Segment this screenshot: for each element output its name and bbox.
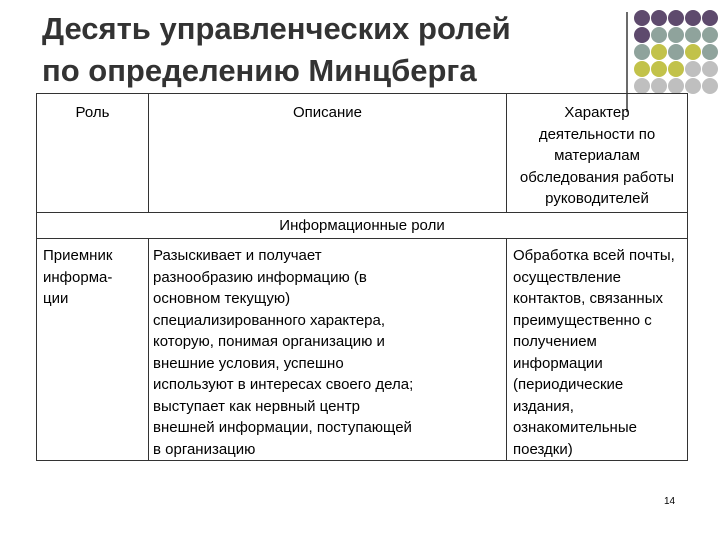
page-number: 14 [664,496,676,507]
text-line: которую, понимая организацию и [153,333,385,350]
text-line: ции [43,290,69,307]
header-character-cell [507,94,687,212]
decor-dot [685,44,701,60]
header-description: Описание [292,104,363,121]
text-line: преимущественно с [513,311,652,329]
decor-dot [702,10,718,26]
row-description [153,245,498,460]
row-character-cell [507,239,687,460]
roles-table [36,93,688,461]
text-line: внешней информации, поступающей [153,419,412,436]
decor-dot [651,78,667,94]
text-line: осуществление [513,268,621,286]
row-character [513,245,677,460]
decor-dot [668,44,684,60]
text-line: выступает как нервный центр [153,397,360,415]
text-line: деятельности по [538,125,656,143]
decor-dot [668,61,684,77]
text-line: материалам [554,147,640,164]
text-line: издания, [513,397,574,415]
row-role [43,245,144,310]
text-line: специализированного характера, [153,311,386,329]
text-line: обследования работы [519,168,675,186]
decor-dot [702,44,718,60]
decor-dot [702,27,718,43]
text-line: разнообразию информацию (в [153,268,367,286]
decor-dot [651,61,667,77]
text-line: поездки) [513,440,573,458]
text-line: Обработка всей почты, [513,247,675,264]
decor-dot [634,78,650,94]
decor-dot [668,10,684,26]
decor-dot [634,44,650,60]
text-line: основном текущую) [153,290,291,307]
decor-dot [702,61,718,77]
decor-dot [702,78,718,94]
text-line: Разыскивает и получает [153,247,322,264]
section-row [37,212,687,239]
text-line: Приемник [43,247,113,264]
text-line: контактов, связанных [513,290,663,307]
decor-dot [651,44,667,60]
slide-title [42,8,602,92]
text-line: внешние условия, успешно [153,354,344,372]
decor-dot [668,78,684,94]
row-description-cell [149,239,507,460]
header-description-cell [149,94,507,212]
slide-title-line-1: Десять управленческих ролей [42,11,511,46]
header-role: Роль [75,104,110,121]
decor-dot [651,27,667,43]
text-line: получением [513,333,597,350]
text-line: (периодические [513,376,624,393]
decor-dot [685,61,701,77]
text-line: используют в интересах своего дела; [153,376,414,393]
decor-dot [685,27,701,43]
decor-dot [668,27,684,43]
text-line: Характер [564,104,630,121]
text-line: руководителей [545,190,649,207]
header-character [507,102,687,210]
text-line: информации [513,354,603,372]
slide-title-line-2: по определению Минцберга [42,53,477,88]
header-role-cell [37,94,149,212]
decor-dot [685,78,701,94]
decor-dot [651,10,667,26]
section-title: Информационные роли [279,217,445,234]
text-line: информа- [43,268,113,286]
text-line: в организацию [153,440,256,458]
decor-dot [685,10,701,26]
decor-dot [634,10,650,26]
row-role-cell [37,239,149,460]
text-line: ознакомительные [513,419,637,436]
decor-dot [634,27,650,43]
decor-dot [634,61,650,77]
